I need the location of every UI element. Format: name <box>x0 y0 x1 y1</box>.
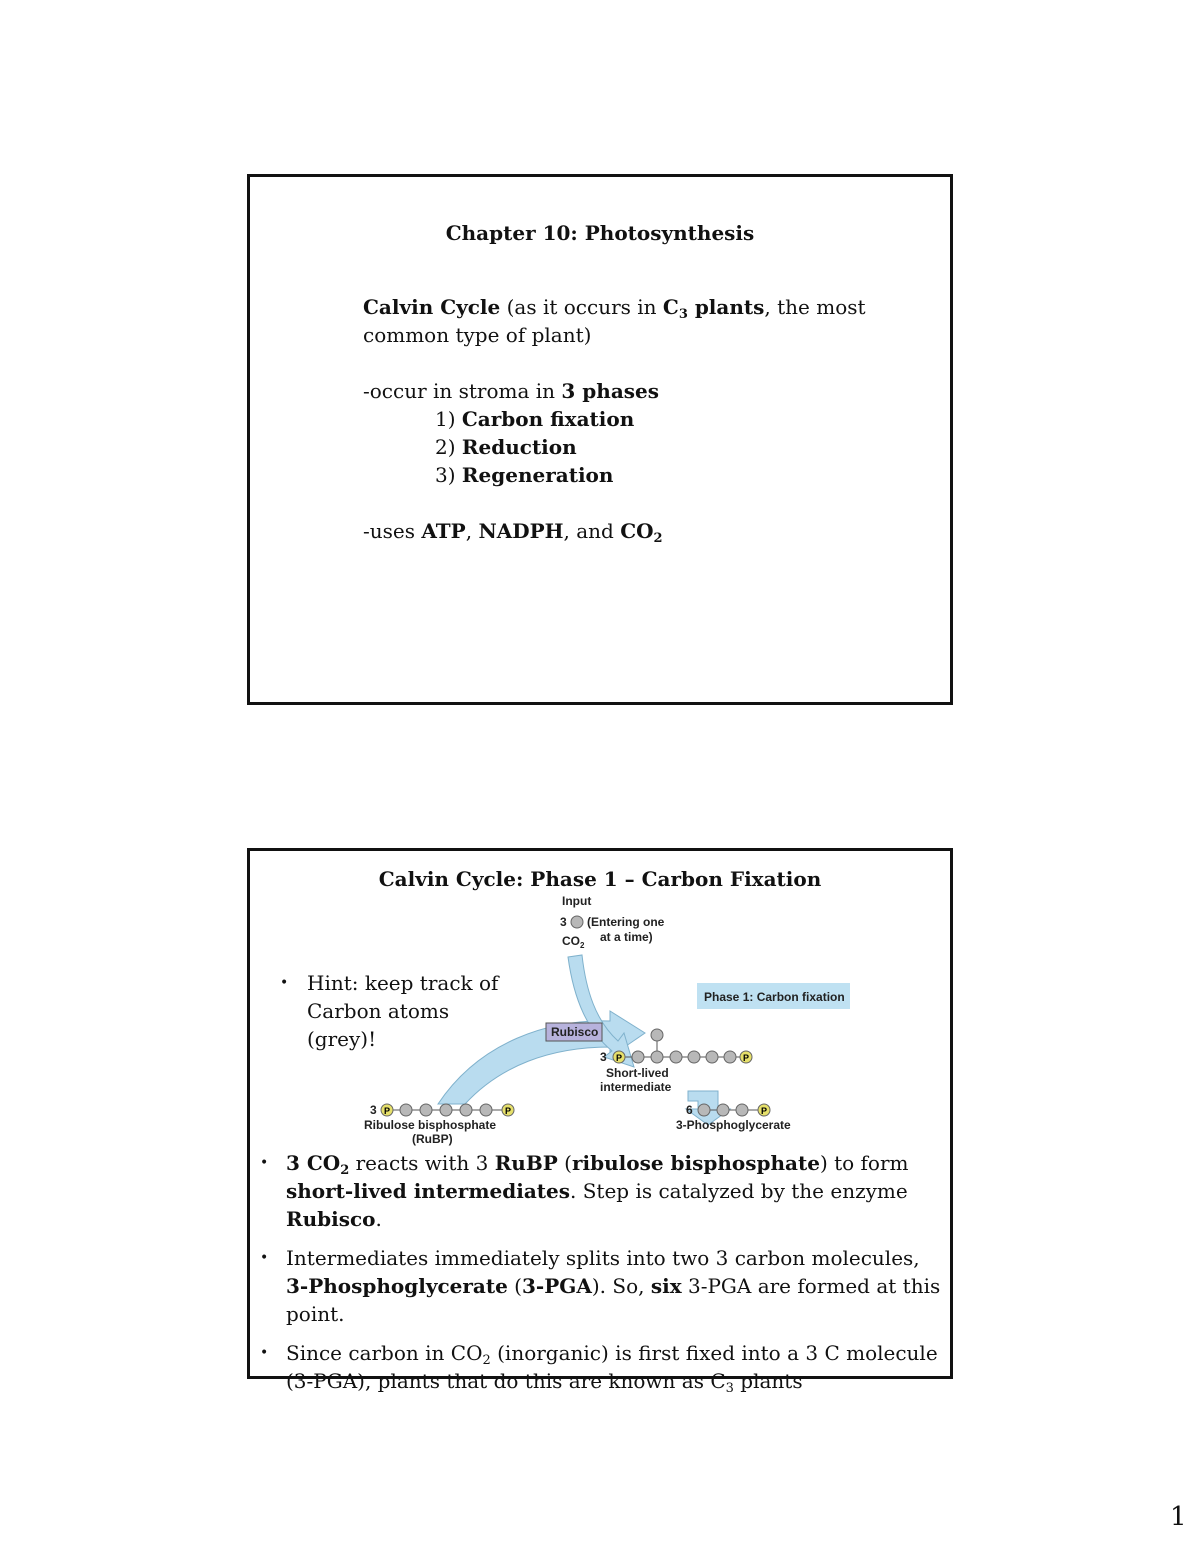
phase-number: 1) <box>435 407 462 431</box>
stroma-line <box>363 377 883 405</box>
short-lived-term: short-lived intermediates <box>286 1179 570 1203</box>
pga-abbr-term: 3-PGA <box>522 1274 592 1298</box>
co2-count: 3 <box>560 915 567 929</box>
svg-text:P: P <box>743 1053 750 1063</box>
pga-term: 3-Phosphoglycerate <box>286 1274 508 1298</box>
slide-2-title: Calvin Cycle: Phase 1 – Carbon Fixation <box>378 867 822 891</box>
phase-number: 2) <box>435 435 462 459</box>
calvin-text: (as it occurs in <box>500 295 663 319</box>
slide-1-title: Chapter 10: Photosynthesis <box>445 221 755 245</box>
bullet-item: • Since carbon in $CO_2$ (inorganic) is first fixed into a 3 C molecule (3-PGA), plants that do this are known as $C_3$ plants <box>260 1341 938 1396</box>
bullet-list <box>258 1149 948 1406</box>
slide-1-body <box>363 293 883 545</box>
co2-co: CO <box>620 519 654 543</box>
bullet-dot: • <box>260 1155 269 1171</box>
at-a-time-label: at a time) <box>600 930 653 944</box>
rubp-chain <box>381 1104 514 1116</box>
slide-1 <box>247 174 953 705</box>
phase-name: Carbon fixation <box>461 407 635 431</box>
page-number: 1 <box>1170 1502 1187 1532</box>
co2-carbon-atom <box>571 916 583 928</box>
stroma-prefix: -occur in stroma in <box>363 379 562 403</box>
phase-number: 3) <box>435 463 462 487</box>
uses-comma: , <box>465 519 479 543</box>
pga-name: 3-Phosphoglycerate <box>676 1118 791 1132</box>
six-term: six <box>650 1274 682 1298</box>
c3-plants: plants <box>687 295 765 319</box>
short-lived-label: Short-lived <box>606 1066 669 1080</box>
rubp-full-term: ribulose bisphosphate <box>571 1151 820 1175</box>
bullet-item: • 3 $CO_2$ reacts with 3 RuBP (ribulose bisphosphate) to form short-lived intermediates. Step is catalyzed by the enzyme Rubisco. <box>260 1151 909 1231</box>
rubisco-term: Rubisco <box>286 1207 376 1231</box>
bullet-item: • Intermediates immediately splits into two 3 carbon molecules, 3-Phosphoglycerate (3-PGA). So, six 3-PGA are formed at this point. <box>260 1246 941 1326</box>
c3-term <box>662 295 765 322</box>
svg-text:P: P <box>761 1106 768 1116</box>
entering-label: (Entering one <box>587 915 665 929</box>
rubisco-label: Rubisco <box>551 1025 599 1039</box>
input-label: Input <box>562 894 592 908</box>
hint-text: Hint: keep track of Carbon atoms (grey)! <box>307 971 499 1051</box>
uses-line <box>363 517 883 545</box>
stroma-phases: 3 phases <box>561 379 660 403</box>
co2-term: 3 $CO_2$ <box>286 1151 350 1178</box>
phase-item <box>363 433 883 461</box>
co2-term <box>620 519 663 546</box>
pga-count: 6 <box>686 1103 693 1117</box>
slide-2 <box>247 848 953 1396</box>
phase-name: Regeneration <box>461 463 614 487</box>
rubp-abbr: (RuBP) <box>412 1132 453 1146</box>
bullet-dot: • <box>260 1250 269 1266</box>
calvin-cycle-term: Calvin Cycle <box>363 295 501 319</box>
intermediate-label: intermediate <box>600 1080 672 1094</box>
calvin-text-2: , the most common type of plant) <box>363 295 866 347</box>
rubp-count: 3 <box>370 1103 377 1117</box>
rubp-term: RuBP <box>494 1151 558 1175</box>
phase-item <box>363 405 883 433</box>
c3-c: C <box>662 295 679 319</box>
co2-sub: 2 <box>653 531 663 546</box>
bullet-dot: • <box>280 975 289 991</box>
atp-term: ATP <box>421 519 466 543</box>
hint-bullet <box>280 969 520 1053</box>
bullet-dot: • <box>260 1345 269 1361</box>
svg-text:P: P <box>505 1106 512 1116</box>
c3-sub: 3 <box>678 307 688 322</box>
phase-1-label: Phase 1: Carbon fixation <box>704 990 845 1004</box>
intermediate-count: 3 <box>600 1050 607 1064</box>
phase-name: Reduction <box>461 435 577 459</box>
pga-chain <box>698 1104 770 1116</box>
phase-item <box>363 461 883 489</box>
calvin-cycle-paragraph <box>363 293 883 349</box>
uses-and: , and <box>563 519 621 543</box>
co2-label: $CO_2$ <box>562 934 585 950</box>
uses-prefix: -uses <box>363 519 422 543</box>
svg-text:P: P <box>616 1053 623 1063</box>
nadph-term: NADPH <box>478 519 564 543</box>
svg-text:P: P <box>384 1106 391 1116</box>
rubp-name: Ribulose bisphosphate <box>364 1118 497 1132</box>
